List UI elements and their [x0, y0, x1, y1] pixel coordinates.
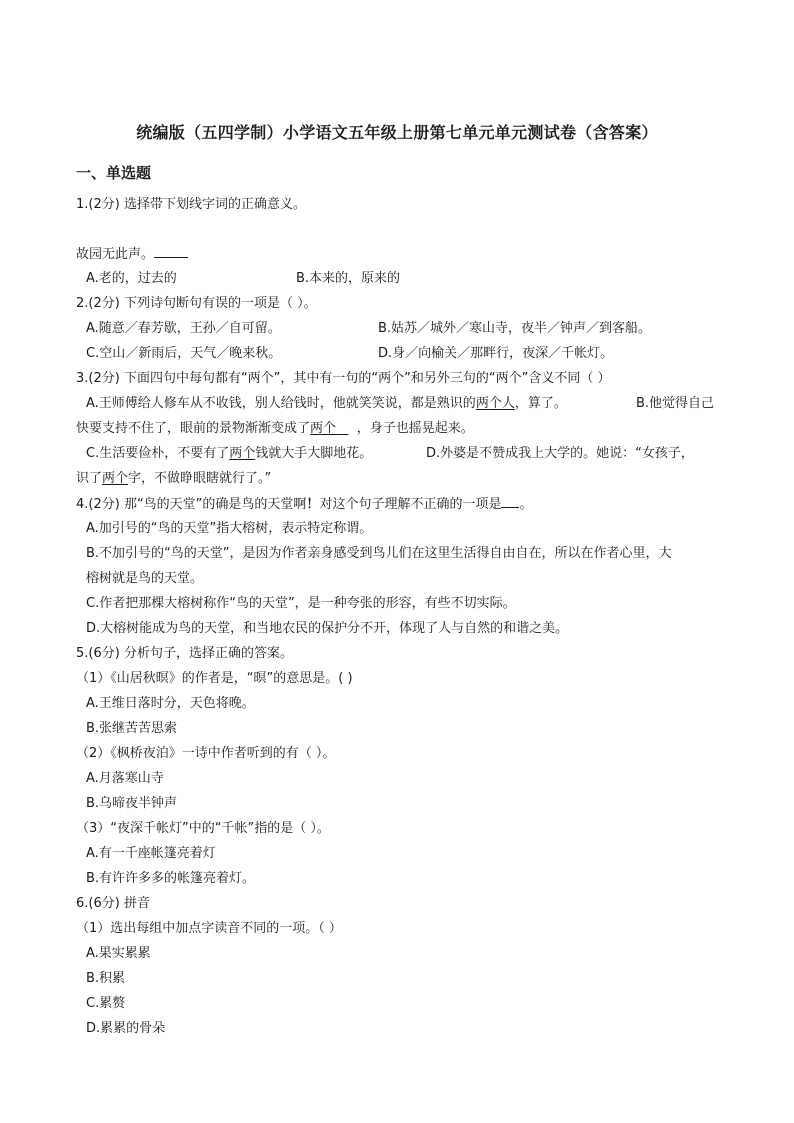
question-6-sub-1-option-c: C.累赘: [86, 996, 126, 1011]
question-4-option-c: C.作者把那棵大榕树称作“鸟的天堂”，是一种夸张的形容，有些不切实际。: [86, 596, 516, 611]
question-5-sub-2: （2）《枫桥夜泊》一诗中作者听到的有（ ）。: [76, 746, 336, 761]
underlined-word: 两个: [229, 446, 256, 461]
underlined-word: 两个: [310, 421, 337, 436]
question-4-option-b: B.不加引号的“鸟的天堂”，是因为作者亲身感受到鸟儿们在这里生活得自由自在，所以在作者心里，大: [86, 546, 672, 561]
answer-blank: [154, 245, 188, 258]
question-6-sub-1: （1）选出每组中加点字读音不同的一项。（ ）: [76, 921, 342, 936]
question-1-option-a: A.老的，过去的: [86, 271, 177, 286]
question-5-sub-1: （1）《山居秋暝》的作者是，“暝”的意思是。( ): [76, 671, 353, 686]
question-3-stem: 3.(2分) 下面四句中每句都有“两个”，其中有一句的“两个”和另外三句的“两个”含义不同（ ）: [76, 371, 611, 386]
option-text: ，算了。: [514, 396, 567, 411]
option-text: 快要支持不住了，眼前的景物渐渐变成了: [76, 421, 311, 436]
question-5-stem: 5.(6分) 分析句子，选择正确的答案。: [76, 646, 293, 661]
underlined-word: 两个人: [475, 396, 515, 411]
question-1-stem: 1.(2分) 选择带下划线字词的正确意义。: [76, 197, 306, 212]
section-heading: 一、单选题: [76, 164, 152, 182]
question-4-option-a: A.加引号的“鸟的天堂”指大榕树，表示特定称谓。: [86, 521, 373, 536]
question-4-option-d: D.大榕树能成为鸟的天堂，和当地农民的保护分不开，体现了人与自然的和谐之美。: [86, 621, 569, 636]
question-2-stem: 2.(2分) 下列诗句断句有误的一项是（ ）。: [76, 296, 317, 311]
question-1-option-b: B.本来的，原来的: [296, 271, 401, 286]
question-2-option-a: A.随意／春芳歇，王孙／自可留。: [86, 321, 281, 336]
stem-text: 。: [519, 497, 533, 512]
option-text: 字，不做睁眼瞎就行了。”: [128, 471, 272, 486]
question-6-sub-1-option-a: A.果实累累: [86, 946, 151, 961]
stem-text: 对这个句子理解不正确的一项是: [319, 497, 502, 512]
question-5-sub-3-option-b: B.有许许多多的帐篷亮着灯。: [86, 871, 256, 886]
answer-blank: [501, 495, 519, 508]
stem-text: 4.(2分) 那“鸟的天堂”的确是鸟的天堂啊: [76, 497, 307, 512]
option-text: ，身子也摇晃起来。: [356, 421, 474, 436]
question-3-option-d-cont: [76, 470, 271, 488]
option-text: C.生活要俭朴，不要有了: [86, 446, 230, 461]
question-2-option-c: C.空山／新雨后，天气／晚来秋。: [86, 346, 282, 361]
question-3-option-a: [86, 395, 567, 413]
question-6-sub-1-option-b: B.积累: [86, 971, 126, 986]
question-5-sub-1-option-a: A.王维日落时分，天色将晚。: [86, 696, 255, 711]
question-4-option-b-cont: 榕树就是鸟的天堂。: [86, 571, 204, 586]
question-6-stem: 6.(6分) 拼音: [76, 896, 150, 911]
question-5-sub-2-option-a: A.月落寒山寺: [86, 771, 164, 786]
question-5-sub-1-option-b: B.张继苦苦思索: [86, 721, 178, 736]
question-4-stem: [76, 495, 532, 514]
question-5-sub-3-option-a: A.有一千座帐篷亮着灯: [86, 846, 216, 861]
question-3-option-d-start: D.外婆是不赞成我上大学的。她说：“女孩子，: [426, 446, 694, 461]
question-5-sub-3: （3）“夜深千帐灯”中的“千帐”指的是（ ）。: [76, 821, 330, 836]
question-3-option-c: [86, 445, 372, 463]
question-3-option-b-start: B.他觉得自己: [636, 396, 715, 411]
option-text: 识了: [76, 471, 103, 486]
exclamation-mark: ！: [306, 497, 320, 512]
option-text: A.王师傅给人修车从不收钱，别人给钱时，他就笑笑说，都是熟识的: [86, 396, 476, 411]
sentence-text: 故园无此声。: [76, 247, 155, 262]
underlined-word: 两个: [102, 471, 129, 486]
page-title: 统编版（五四学制）小学语文五年级上册第七单元单元测试卷（含答案）: [136, 123, 658, 142]
question-5-sub-2-option-b: B.乌啼夜半钟声: [86, 796, 178, 811]
question-2-option-d: D.身／向榆关／那畔行，夜深／千帐灯。: [378, 346, 614, 361]
question-6-sub-1-option-d: D.累累的骨朵: [86, 1021, 166, 1036]
question-2-option-b: B.姑苏／城外／寒山寺，夜半／钟声／到客船。: [378, 321, 652, 336]
option-text: 钱就大手大脚地花。: [255, 446, 373, 461]
question-1-sentence: [76, 245, 188, 264]
question-3-option-b-cont: [76, 420, 474, 438]
